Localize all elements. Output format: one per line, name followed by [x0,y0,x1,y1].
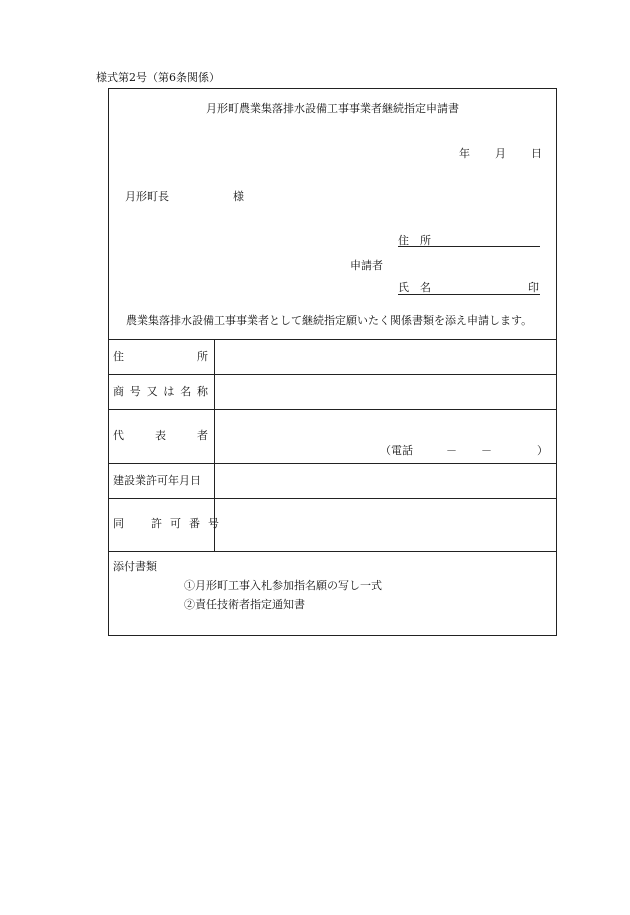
attachments-label: 添付書類 [113,560,157,573]
application-statement: 農業集落排水設備工事事業者として継続指定願いたく関係書類を添え申請します。 [126,314,533,327]
row-label-license-date: 建設業許可年月日 [113,474,201,487]
attachment-item: ①月形町工事入札参加指名願の写し一式 [184,579,382,592]
phone-dash: － [446,444,457,457]
form-number: 様式第2号（第6条関係） [96,71,220,84]
table-divider [108,551,557,552]
applicant-address-label: 住 所 [398,234,431,247]
date-year: 年 [459,147,470,160]
seal-mark: 印 [528,281,539,294]
row-label-trade-name: 商 号 又 は 名 称 [113,385,208,398]
license-date-value[interactable] [216,464,555,498]
addressee-name: 月形町長 [125,190,169,203]
phone-close: ） [537,444,548,457]
row-label-address: 住 所 [113,350,208,363]
applicant-role-label: 申請者 [350,259,383,272]
row-label-representative: 代 表 者 [113,429,208,442]
trade-name-value[interactable] [216,375,555,409]
phone-dash: － [481,444,492,457]
addressee-honorific: 様 [233,190,244,203]
date-day: 日 [531,147,542,160]
address-underline [398,246,540,247]
address-value[interactable] [216,340,555,374]
name-underline [398,294,540,295]
license-number-value[interactable] [216,499,555,551]
applicant-name-label: 氏 名 [398,281,431,294]
form-title: 月形町農業集落排水設備工事事業者継続指定申請書 [206,102,459,115]
attachment-item: ②責任技術者指定通知書 [184,598,305,611]
phone-open: （電話 [380,444,413,457]
date-month: 月 [495,147,506,160]
